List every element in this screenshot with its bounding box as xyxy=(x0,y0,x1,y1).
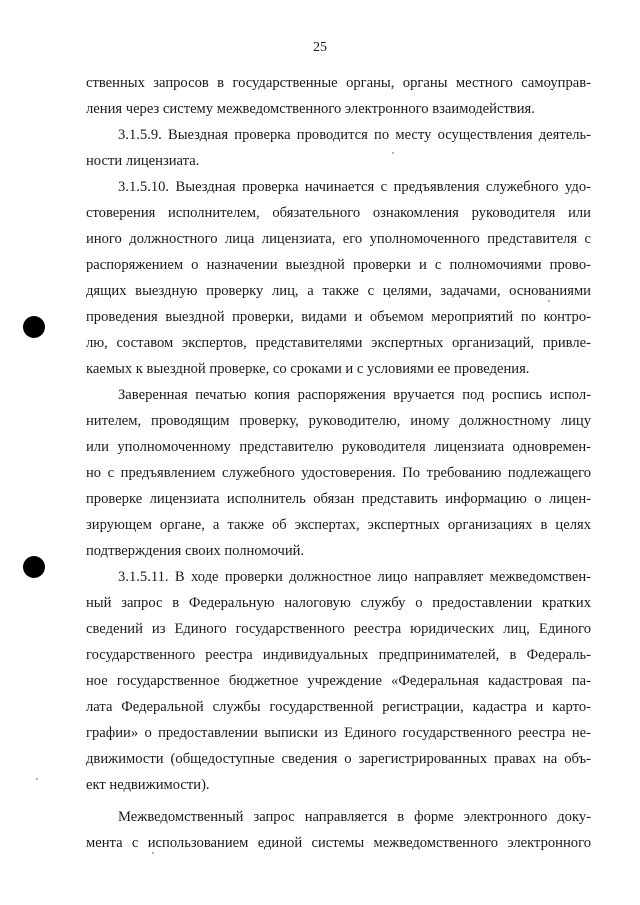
text-line: ный запрос в Федеральную налоговую службу о предоставлении кратких xyxy=(86,595,591,611)
text-line: 3.1.5.11. В ходе проверки должностное лицо направляет межведомствен- xyxy=(118,569,591,585)
text-line: распоряжением о назначении выездной проверки и с полномочиями прово- xyxy=(86,257,591,273)
paragraph xyxy=(86,382,591,564)
text-line: сведений из Единого государственного реестра юридических лиц, Единого xyxy=(86,621,591,637)
text-line: проведения выездной проверки, видами и объемом мероприятий по контро- xyxy=(86,309,591,325)
text-line: нителем, проводящим проверку, руководителю, иному должностному лицу xyxy=(86,413,591,429)
text-line: иного должностного лица лицензиата, его уполномоченного представителя с xyxy=(86,231,591,247)
text-line: движимости (общедоступные сведения о зарегистрированных правах на объ- xyxy=(86,751,591,767)
text-line: Заверенная печатью копия распоряжения вручается под роспись испол- xyxy=(118,387,591,403)
text-line: государственного реестра индивидуальных предпринимателей, в Федераль- xyxy=(86,647,591,663)
text-line: лю, составом экспертов, представителями экспертных организаций, привле- xyxy=(86,335,591,351)
text-line: ственных запросов в государственные органы, органы местного самоуправ- xyxy=(86,75,591,91)
text-line: или уполномоченному представителю руководителя лицензиата одновремен- xyxy=(86,439,591,455)
paragraph xyxy=(86,174,591,382)
text-line: графии» о предоставлении выписки из Единого государственного реестра не- xyxy=(86,725,591,741)
text-line: ект недвижимости). xyxy=(86,777,210,793)
paragraph xyxy=(86,122,591,174)
punch-hole-bottom xyxy=(23,556,45,578)
paragraph xyxy=(86,70,591,122)
text-line: мента с использованием единой системы межведомственного электронного xyxy=(86,835,591,851)
scan-speck xyxy=(36,778,38,780)
paragraph xyxy=(86,564,591,798)
text-line: ления через систему межведомственного электронного взаимодействия. xyxy=(86,101,535,117)
text-line: ности лицензиата. xyxy=(86,153,200,169)
text-line: подтверждения своих полномочий. xyxy=(86,543,305,559)
punch-hole-top xyxy=(23,316,45,338)
text-line: 3.1.5.9. Выездная проверка проводится по месту осуществления деятель- xyxy=(118,127,591,143)
text-line: лата Федеральной службы государственной регистрации, кадастра и карто- xyxy=(86,699,591,715)
text-line: 3.1.5.10. Выездная проверка начинается с предъявления служебного удо- xyxy=(118,179,591,195)
text-line: но с предъявлением служебного удостоверения. По требованию подлежащего xyxy=(86,465,591,481)
body-text xyxy=(86,70,591,856)
paragraph xyxy=(86,804,591,856)
text-line: ное государственное бюджетное учреждение «Федеральная кадастровая па- xyxy=(86,673,591,689)
text-line: стоверения исполнителем, обязательного ознакомления руководителя или xyxy=(86,205,591,221)
page-number: 25 xyxy=(313,40,327,55)
text-line: дящих выездную проверку лиц, а также с целями, задачами, основаниями xyxy=(86,283,591,299)
text-line: зирующем органе, а также об экспертах, экспертных организациях в целях xyxy=(86,517,591,533)
text-line: Межведомственный запрос направляется в форме электронного доку- xyxy=(118,809,591,825)
text-line: проверке лицензиата исполнитель обязан представить информацию о лицен- xyxy=(86,491,591,507)
text-line: каемых к выездной проверке, со сроками и с условиями ее проведения. xyxy=(86,361,530,377)
